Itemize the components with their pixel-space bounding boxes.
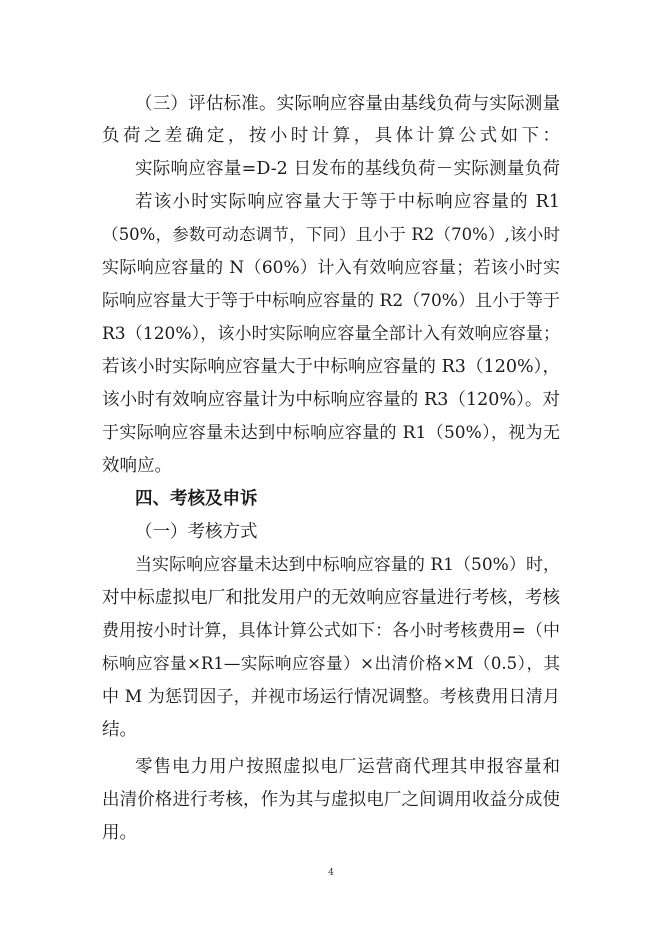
paragraph-rules-line-4: 际响应容量大于等于中标响应容量的 R2（70%）且小于等于 [102,291,560,311]
paragraph-penalty-line-1: 当实际响应容量未达到中标响应容量的 R1（50%）时， [135,555,560,575]
paragraph-rules-line-6: 若该小时实际响应容量大于中标响应容量的 R3（120%）， [102,357,560,377]
paragraph-rules-line-1: 若该小时实际响应容量大于等于中标响应容量的 R1 [135,192,560,212]
section-heading-assessment: 四、考核及申诉 [135,489,258,509]
formula-actual-response: 实际响应容量=D-2 日发布的基线负荷－实际测量负荷 [135,159,560,179]
paragraph-rules-line-9: 效响应。 [102,456,172,476]
paragraph-penalty-line-4: 标响应容量×R1—实际响应容量）×出清价格×M（0.5），其 [102,654,560,673]
paragraph-rules-line-2: （50%，参数可动态调节，下同）且小于 R2（70%）,该小时 [102,225,560,244]
paragraph-penalty-line-3: 费用按小时计算，具体计算公式如下：各小时考核费用=（中 [102,621,560,641]
paragraph-rules-line-3: 实际响应容量的 N（60%）计入有效响应容量；若该小时实 [102,258,560,278]
paragraph-penalty-line-6: 结。 [102,720,137,740]
paragraph-rules-line-5: R3（120%），该小时实际响应容量全部计入有效响应容量； [102,324,560,344]
paragraph-penalty-line-5: 中 M 为惩罚因子，并视市场运行情况调整。考核费用日清月 [102,687,560,707]
paragraph-retail-line-3: 用。 [102,823,137,843]
paragraph-rules-line-8: 于实际响应容量未达到中标响应容量的 R1（50%），视为无 [102,423,560,443]
paragraph-evaluation-line-2: 负荷之差确定，按小时计算，具体计算公式如下： [102,126,560,146]
paragraph-rules-line-7: 该小时有效响应容量计为中标响应容量的 R3（120%）。对 [102,390,560,410]
subsection-heading-method: （一）考核方式 [135,522,258,542]
paragraph-retail-line-1: 零售电力用户按照虚拟电厂运营商代理其申报容量和 [135,757,560,777]
paragraph-evaluation-line-1: （三）评估标准。实际响应容量由基线负荷与实际测量 [135,94,560,114]
paragraph-penalty-line-2: 对中标虚拟电厂和批发用户的无效响应容量进行考核，考核 [102,588,560,608]
page-number: 4 [328,868,334,878]
paragraph-retail-line-2: 出清价格进行考核，作为其与虚拟电厂之间调用收益分成使 [102,790,560,810]
